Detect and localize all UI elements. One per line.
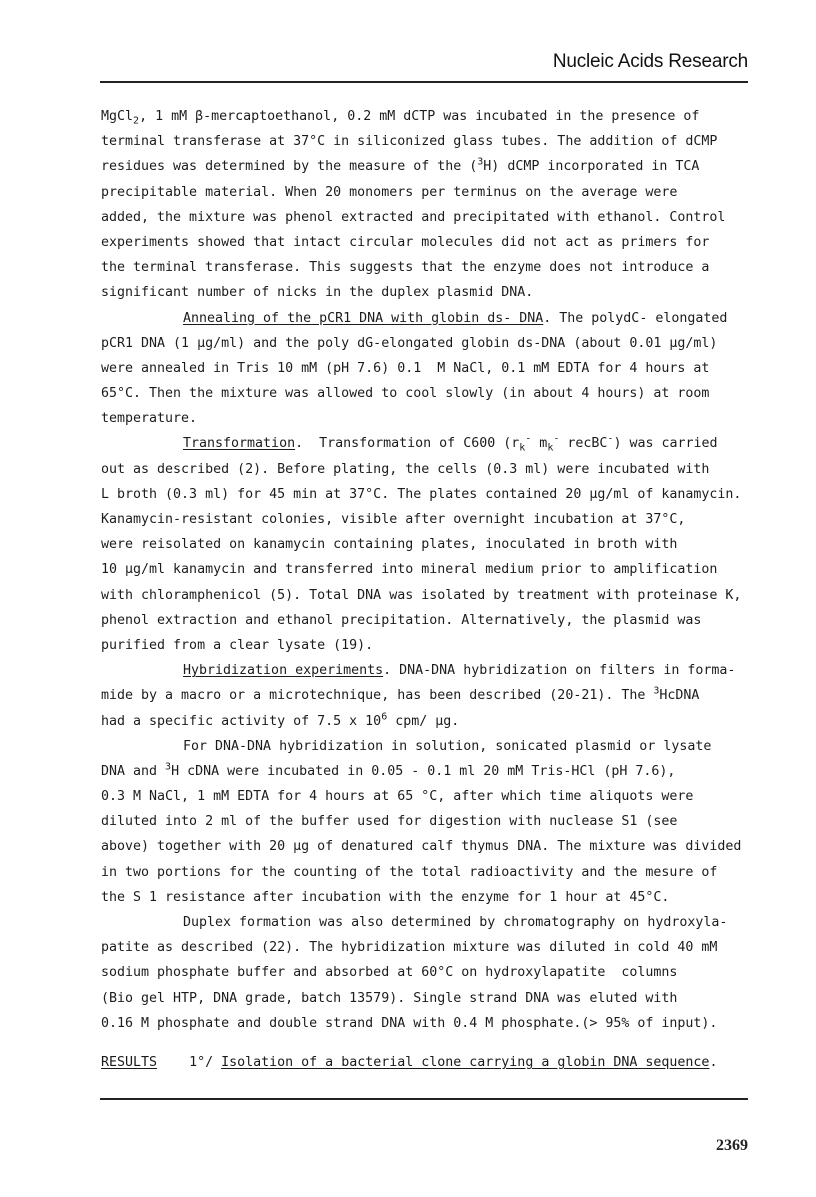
text-segment: MgCl <box>101 109 134 124</box>
text-segment: significant number of nicks in the duplex plasmid DNA. <box>101 285 534 301</box>
text-line <box>101 960 781 985</box>
text-line <box>101 280 781 305</box>
underlined-heading-text: Transformation <box>183 436 296 452</box>
text-segment: were reisolated on kanamycin containing plates, inoculated in broth with <box>101 537 678 553</box>
text-line <box>101 1011 781 1036</box>
text-line <box>101 608 781 633</box>
text-line <box>101 482 781 507</box>
text-line <box>101 809 781 834</box>
results-number: 1°/ <box>189 1055 222 1070</box>
text-line <box>101 834 781 859</box>
text-line <box>101 986 781 1011</box>
results-label: RESULTS <box>101 1055 158 1070</box>
text-segment: were annealed in Tris 10 mM (pH 7.6) 0.1 M NaCl, 0.1 mM EDTA for 4 hours at <box>101 360 710 376</box>
text-segment: sodium phosphate buffer and absorbed at 60°C on hydroxylapatite columns <box>101 965 678 981</box>
text-segment: had a specific activity of 7.5 x 10 <box>101 713 382 729</box>
text-line <box>101 784 781 809</box>
subscript: k <box>547 443 554 455</box>
text-segment: with chloramphenicol (5). Total DNA was isolated by treatment with proteinase K, <box>101 587 742 603</box>
text-segment: . Transformation of C600 (r <box>295 436 520 452</box>
superscript: 3 <box>477 156 484 168</box>
text-line <box>101 885 781 910</box>
text-segment: H cDNA were incubated in 0.05 - 0.1 ml 20 mM Tris-HCl (pH 7.6), <box>171 763 676 779</box>
subscript: 2 <box>133 115 140 127</box>
section-heading-hybridization <box>101 658 781 683</box>
text-segment: 10 µg/ml kanamycin and transferred into mineral medium prior to amplification <box>101 562 718 578</box>
text-segment: temperature. <box>101 411 198 427</box>
text-segment: phenol extraction and ethanol precipitation. Alternatively, the plasmid was <box>101 612 702 628</box>
text-segment: L broth (0.3 ml) for 45 min at 37°C. The plates contained 20 µg/ml of kanamycin. <box>101 486 742 502</box>
results-period: . <box>709 1055 718 1070</box>
text-line <box>101 935 781 960</box>
underlined-heading-text: Hybridization experiments <box>183 663 384 679</box>
text-segment: Duplex formation was also determined by chromatography on hydroxyla- <box>183 915 728 930</box>
text-segment: . The polydC- elongated <box>543 310 728 326</box>
paragraph-start <box>101 734 781 759</box>
text-segment: 0.3 M NaCl, 1 mM EDTA for 4 hours at 65 °C, after which time aliquots were <box>101 789 694 805</box>
text-segment: recBC <box>559 436 608 452</box>
text-segment: terminal transferase at 37°C in siliconized glass tubes. The addition of dCMP <box>101 134 718 150</box>
text-segment: DNA and <box>101 763 166 779</box>
results-heading <box>101 1050 761 1075</box>
superscript: - <box>607 434 614 446</box>
page-number: 2369 <box>716 1137 748 1154</box>
text-line <box>101 683 781 708</box>
text-line <box>101 230 781 255</box>
header-rule <box>100 81 748 83</box>
subscript: k <box>519 443 526 455</box>
text-line <box>101 205 781 230</box>
section-heading-annealing <box>101 306 781 331</box>
underlined-heading-text: Annealing of the pCR1 DNA with globin ds- DNA <box>183 310 544 326</box>
text-line <box>101 507 781 532</box>
text-line <box>101 406 781 431</box>
text-segment: 65°C. Then the mixture was allowed to cool slowly (in about 4 hours) at room <box>101 386 710 402</box>
text-line <box>101 557 781 582</box>
text-segment: m <box>531 436 548 452</box>
text-segment: cpm/ µg. <box>387 713 460 729</box>
text-segment: H) dCMP incorporated in TCA <box>483 159 700 175</box>
text-segment: the S 1 resistance after incubation with the enzyme for 1 hour at 45°C. <box>101 889 670 905</box>
text-segment: (Bio gel HTP, DNA grade, batch 13579). Single strand DNA was eluted with <box>101 990 678 1006</box>
text-segment: added, the mixture was phenol extracted and precipitated with ethanol. Control <box>101 209 726 225</box>
superscript: - <box>525 434 532 446</box>
text-segment: in two portions for the counting of the total radioactivity and the mesure of <box>101 864 718 880</box>
text-line <box>101 180 781 205</box>
section-heading-transformation <box>101 431 781 456</box>
text-line <box>101 457 781 482</box>
text-segment: the terminal transferase. This suggests that the enzyme does not introduce a <box>101 260 710 276</box>
superscript: 3 <box>165 761 172 773</box>
text-line <box>101 532 781 557</box>
text-segment: above) together with 20 µg of denatured calf thymus DNA. The mixture was divided <box>101 839 742 855</box>
text-segment: purified from a clear lysate (19). <box>101 637 374 653</box>
text-segment: mide by a macro or a microtechnique, has been described (20-21). The <box>101 688 654 704</box>
text-segment: diluted into 2 ml of the buffer used for digestion with nuclease S1 (see <box>101 814 678 830</box>
text-segment: experiments showed that intact circular molecules did not act as primers for <box>101 234 710 250</box>
text-segment: 0.16 M phosphate and double strand DNA with 0.4 M phosphate.(> 95% of input). <box>101 1015 718 1031</box>
text-line <box>101 154 781 179</box>
paragraph-start <box>101 910 781 935</box>
journal-title: Nucleic Acids Research <box>552 51 748 72</box>
text-segment: Kanamycin-resistant colonies, visible after overnight incubation at 37°C, <box>101 512 686 527</box>
text-line <box>101 129 781 154</box>
footer-rule <box>100 1098 748 1100</box>
text-segment: ) was carried <box>613 436 718 452</box>
text-segment: For DNA-DNA hybridization in solution, sonicated plasmid or lysate <box>183 738 712 754</box>
text-segment: . DNA-DNA hybridization on filters in forma- <box>383 663 736 679</box>
text-segment: , 1 mM β-mercaptoethanol, 0.2 mM dCTP was incubated in the presence of <box>139 109 700 124</box>
superscript: 6 <box>381 711 388 723</box>
text-line <box>101 759 781 784</box>
text-line <box>101 381 781 406</box>
text-segment: HcDNA <box>659 688 700 704</box>
text-line <box>101 331 781 356</box>
superscript: - <box>553 434 560 446</box>
text-line <box>101 583 781 608</box>
text-line <box>101 860 781 885</box>
text-segment: patite as described (22). The hybridization mixture was diluted in cold 40 mM <box>101 940 718 956</box>
text-line <box>101 633 781 658</box>
superscript: 3 <box>653 685 660 697</box>
text-line <box>101 709 781 734</box>
text-line <box>101 356 781 381</box>
text-line <box>101 255 781 280</box>
body-text <box>101 104 781 1036</box>
text-segment: precipitable material. When 20 monomers per terminus on the average were <box>101 184 678 200</box>
text-segment: out as described (2). Before plating, the cells (0.3 ml) were incubated with <box>101 461 710 477</box>
text-line <box>101 104 781 129</box>
text-segment: pCR1 DNA (1 µg/ml) and the poly dG-elongated globin ds-DNA (about 0.01 µg/ml) <box>101 335 718 351</box>
text-segment: residues was determined by the measure of the ( <box>101 159 478 175</box>
results-subheading: Isolation of a bacterial clone carrying a globin DNA sequence <box>221 1055 710 1070</box>
